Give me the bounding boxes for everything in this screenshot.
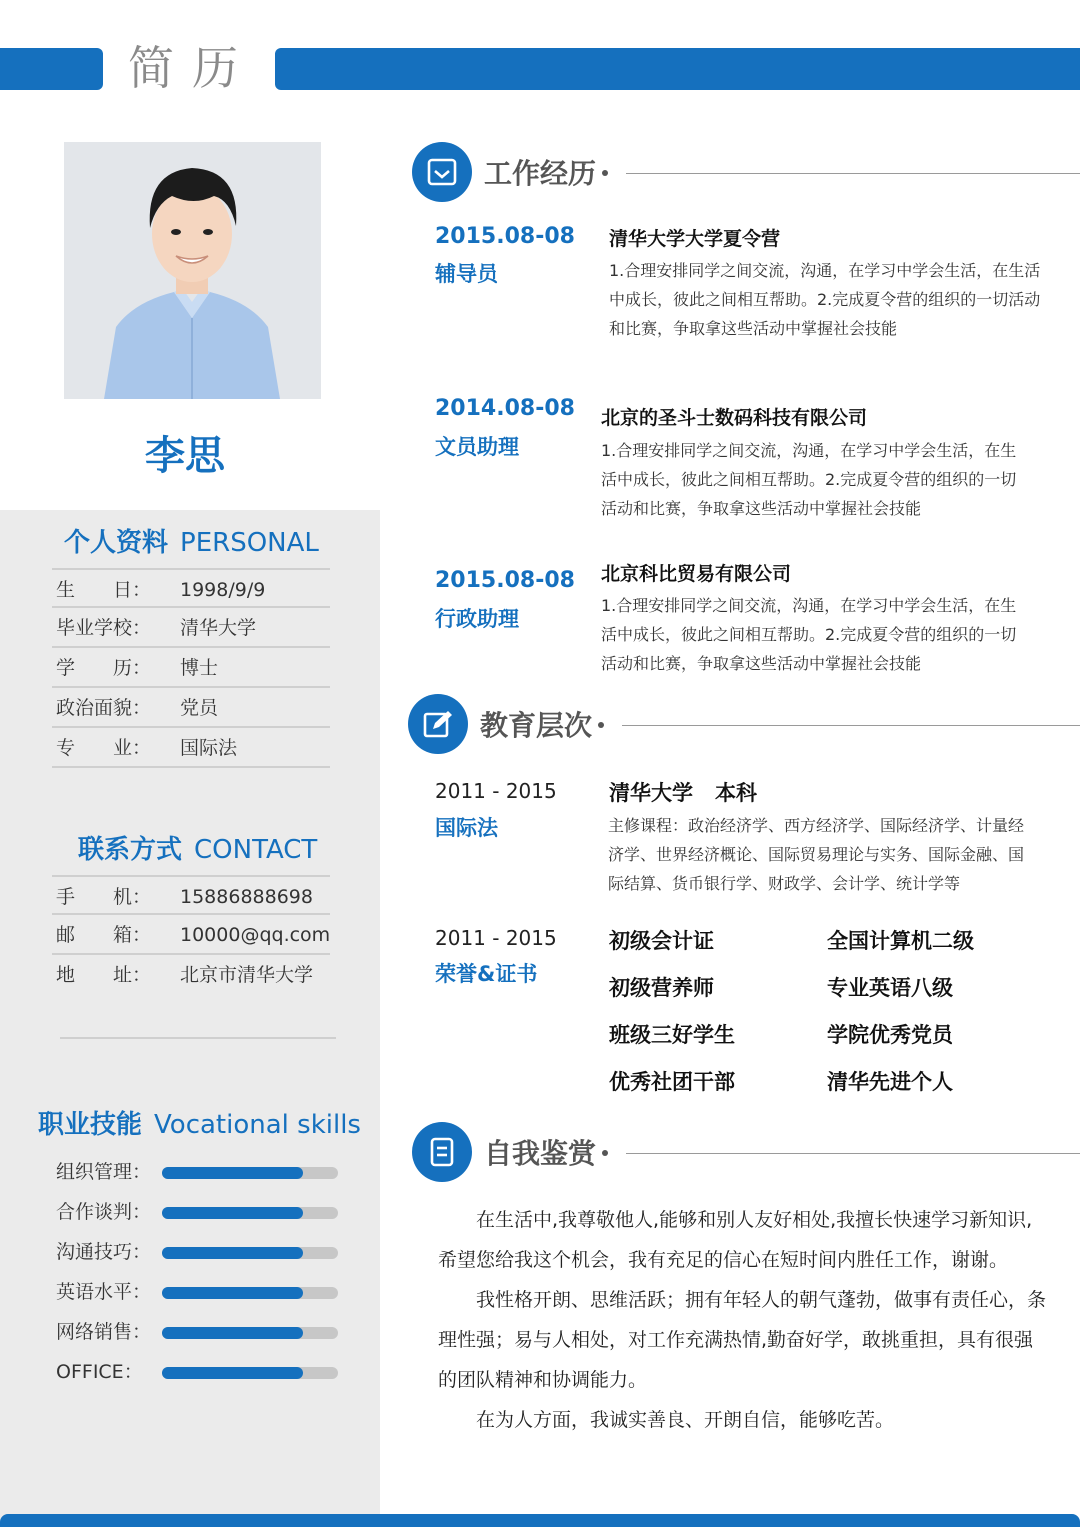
cert-item: 清华先进个人 [827, 1070, 953, 1094]
education-section-title: 教育层次 [480, 709, 593, 742]
skills-title-cn: 职业技能 [38, 1110, 143, 1140]
desc-line: 活中成长，彼此之间相互帮助。2.完成夏令营的组织的一切 [601, 625, 1017, 644]
footer-bar [0, 1514, 1080, 1527]
contact-section-title [78, 829, 317, 866]
contact-label: 邮 箱： [56, 924, 152, 946]
info-label: 学 历： [56, 657, 152, 679]
personal-section-title [64, 522, 319, 559]
desc-line: 活中成长，彼此之间相互帮助。2.完成夏令营的组织的一切 [601, 470, 1017, 489]
work-date: 2014.08-08 [435, 396, 575, 421]
profile-photo [64, 142, 321, 399]
desc-line: 和比赛，争取拿这些活动中掌握社会技能 [609, 319, 898, 338]
desc-line: 1.合理安排同学之间交流，沟通，在学习中学会生活，在生 [601, 596, 1017, 615]
work-section-title: 工作经历 [484, 157, 597, 190]
skill-bar-fill [162, 1367, 303, 1379]
skill-label: 英语水平： [56, 1281, 152, 1303]
skill-bar-fill [162, 1247, 303, 1259]
contact-title-cn: 联系方式 [78, 835, 183, 865]
info-value: 党员 [180, 697, 219, 719]
briefcase-icon [412, 142, 472, 202]
contact-info-list [52, 875, 330, 995]
skill-row [56, 1153, 356, 1193]
work-date: 2015.08-08 [435, 224, 575, 249]
info-row-major [52, 728, 330, 768]
cert-item: 学院优秀党员 [827, 1023, 953, 1047]
school-name: 清华大学 [609, 781, 693, 805]
cert-item: 班级三好学生 [609, 1023, 735, 1047]
info-row-school [52, 608, 330, 648]
skill-label: OFFICE： [56, 1361, 143, 1383]
work-company: 北京的圣斗士数码科技有限公司 [601, 407, 868, 429]
document-icon [412, 1122, 472, 1182]
info-label: 政治面貌： [56, 697, 152, 719]
skill-bar-track [162, 1247, 338, 1259]
work-description [601, 591, 1016, 678]
work-date: 2015.08-08 [435, 568, 575, 593]
skill-row [56, 1273, 356, 1313]
title-rule [622, 725, 1080, 726]
desc-line: 1.合理安排同学之间交流，沟通，在学习中学会生活，在生 [601, 441, 1017, 460]
desc-line: 1.合理安排同学之间交流，沟通，在学习中学会生活，在生活 [609, 261, 1041, 280]
page-title: 简历 [128, 41, 256, 95]
skill-bar-fill [162, 1167, 303, 1179]
skill-label: 合作谈判： [56, 1201, 152, 1223]
title-dot [602, 170, 608, 176]
skill-label: 网络销售： [56, 1321, 152, 1343]
info-value: 博士 [180, 657, 219, 679]
contact-value: 北京市清华大学 [180, 964, 314, 986]
info-label: 专 业： [56, 737, 152, 759]
skills-title-en: Vocational skills [154, 1110, 361, 1140]
self-paragraph: 在生活中,我尊敬他人,能够和别人友好相处,我擅长快速学习新知识,希望您给我这个机会，我有充足的信心在短时间内胜任工作，谢谢。 [438, 1209, 1033, 1271]
info-value: 清华大学 [180, 617, 257, 639]
skill-label: 沟通技巧： [56, 1241, 152, 1263]
contact-row-phone [52, 875, 330, 915]
education-date: 2011 - 2015 [435, 779, 557, 803]
skill-bar-fill [162, 1207, 303, 1219]
cert-item: 初级会计证 [609, 929, 714, 953]
personal-info-list [52, 568, 330, 768]
skill-row [56, 1233, 356, 1273]
skill-bar-fill [162, 1327, 303, 1339]
desc-line: 活动和比赛，争取拿这些活动中掌握社会技能 [601, 654, 922, 673]
self-paragraph: 在为人方面，我诚实善良、开朗自信，能够吃苦。 [476, 1409, 895, 1431]
skill-bar-track [162, 1167, 338, 1179]
work-role: 行政助理 [435, 607, 519, 631]
course-line: 济学、世界经济概论、国际贸易理论与实务、国际金融、国 [608, 845, 1025, 864]
work-role: 辅导员 [435, 262, 498, 286]
contact-value: 15886888698 [180, 886, 313, 908]
skills-section-title [38, 1104, 361, 1141]
title-rule [626, 173, 1080, 174]
contact-label: 手 机： [56, 886, 152, 908]
skill-label: 组织管理： [56, 1161, 152, 1183]
contact-title-en: CONTACT [194, 835, 318, 865]
contact-row-address [52, 955, 330, 995]
title-dot [598, 722, 604, 728]
self-paragraph: 我性格开朗、思维活跃；拥有年轻人的朝气蓬勃，做事有责任心，条理性强；易与人相处，对工作充满热情,勤奋好学，敢挑重担，具有很强的团队精神和协调能力。 [438, 1289, 1047, 1391]
contact-value: 10000@qq.com [180, 924, 331, 946]
cert-item: 优秀社团干部 [609, 1070, 735, 1094]
personal-title-en: PERSONAL [180, 528, 319, 558]
course-line: 主修课程：政治经济学、西方经济学、国际经济学、计量经 [608, 816, 1025, 835]
cert-item: 全国计算机二级 [827, 929, 974, 953]
honor-date: 2011 - 2015 [435, 926, 557, 950]
course-line: 际结算、货币银行学、财政学、会计学、统计学等 [608, 874, 961, 893]
skill-row [56, 1313, 356, 1353]
info-row-political [52, 688, 330, 728]
desc-line: 活动和比赛，争取拿这些活动中掌握社会技能 [601, 499, 922, 518]
work-description [601, 436, 1016, 523]
header-bar-right [275, 48, 1080, 90]
work-company: 清华大学大学夏令营 [609, 228, 781, 250]
cert-item: 初级营养师 [609, 976, 714, 1000]
skill-bar-fill [162, 1287, 303, 1299]
title-rule [626, 1153, 1080, 1154]
skill-bar-track [162, 1367, 338, 1379]
info-row-degree [52, 648, 330, 688]
info-label: 生 日： [56, 579, 152, 601]
work-description [609, 256, 1040, 343]
person-name: 李思 [145, 433, 225, 479]
education-major: 国际法 [435, 816, 498, 840]
education-courses [608, 811, 1024, 898]
sidebar-divider [60, 1037, 336, 1039]
skill-bar-track [162, 1207, 338, 1219]
cert-item: 专业英语八级 [827, 976, 953, 1000]
header-bar-left [0, 48, 103, 90]
info-label: 毕业学校： [56, 617, 152, 639]
info-row-birthday [52, 568, 330, 608]
skills-list [56, 1153, 356, 1393]
edit-icon [408, 694, 468, 754]
education-school [609, 777, 779, 807]
contact-row-email [52, 915, 330, 955]
honor-title: 荣誉&证书 [435, 962, 538, 986]
contact-label: 地 址： [56, 964, 152, 986]
work-company: 北京科比贸易有限公司 [601, 563, 792, 585]
skill-row [56, 1353, 356, 1393]
title-dot [602, 1150, 608, 1156]
skill-bar-track [162, 1287, 338, 1299]
degree-name: 本科 [715, 781, 757, 805]
self-section-title: 自我鉴赏 [484, 1137, 597, 1170]
work-role: 文员助理 [435, 435, 519, 459]
personal-title-cn: 个人资料 [64, 528, 169, 558]
skill-row [56, 1193, 356, 1233]
skill-bar-track [162, 1327, 338, 1339]
info-value: 国际法 [180, 737, 238, 759]
desc-line: 中成长，彼此之间相互帮助。2.完成夏令营的组织的一切活动 [609, 290, 1041, 309]
info-value: 1998/9/9 [180, 579, 266, 601]
